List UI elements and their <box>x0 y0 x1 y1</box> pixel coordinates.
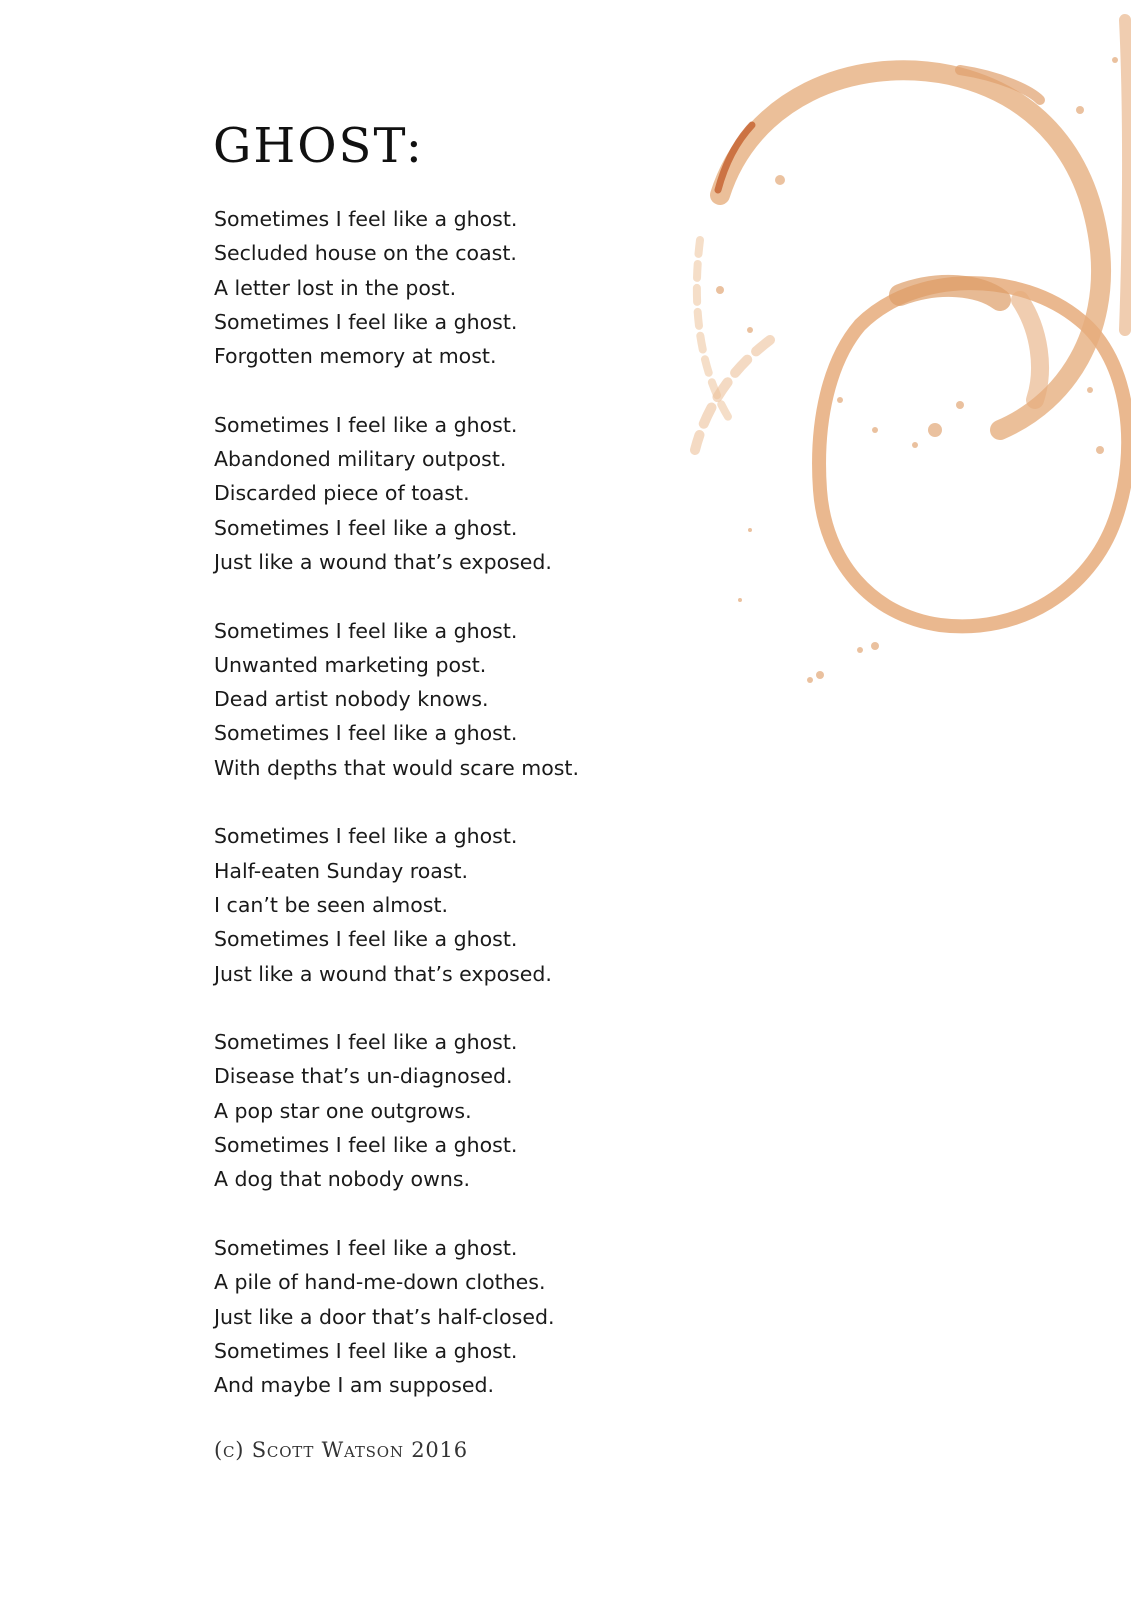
poem-line: Just like a wound that’s exposed. <box>214 961 552 986</box>
poem-line: Discarded piece of toast. <box>214 481 470 506</box>
poem-line: A letter lost in the post. <box>214 275 457 300</box>
poem-title: GHOST: <box>213 118 424 174</box>
poem-line: A pile of hand-me-down clothes. <box>214 1270 546 1295</box>
copyright-line: (c) Scott Watson 2016 <box>214 1438 468 1462</box>
poem-line: A dog that nobody owns. <box>214 1167 471 1192</box>
poem-line: Sometimes I feel like a ghost. <box>214 1338 518 1363</box>
poem-line: Sometimes I feel like a ghost. <box>214 1030 518 1055</box>
poem-stanza <box>214 614 774 785</box>
poem-line: Dead artist nobody knows. <box>214 687 489 712</box>
poem-line: Sometimes I feel like a ghost. <box>214 207 518 231</box>
poem-line: Sometimes I feel like a ghost. <box>214 927 518 952</box>
poem-line: With depths that would scare most. <box>214 755 579 780</box>
poem-line: Sometimes I feel like a ghost. <box>214 515 518 540</box>
poem-stanza <box>214 1025 774 1196</box>
poem-line: Sometimes I feel like a ghost. <box>214 1133 518 1158</box>
poem-body <box>214 202 774 1437</box>
poem-line: Sometimes I feel like a ghost. <box>214 721 518 746</box>
poem-line: And maybe I am supposed. <box>214 1373 495 1398</box>
poem-line: Abandoned military outpost. <box>214 447 507 472</box>
poem-line: Sometimes I feel like a ghost. <box>214 412 518 437</box>
poem-stanza <box>214 408 774 579</box>
poem-line: Sometimes I feel like a ghost. <box>214 824 518 849</box>
poem-stanza <box>214 819 774 990</box>
poem-line: Forgotten memory at most. <box>214 344 497 369</box>
poem-line: Secluded house on the coast. <box>214 241 517 266</box>
poem-line: Disease that’s un-diagnosed. <box>214 1064 513 1089</box>
poem-line: A pop star one outgrows. <box>214 1098 472 1123</box>
poem-line: I can’t be seen almost. <box>214 892 449 917</box>
poem-line: Just like a door that’s half-closed. <box>214 1304 555 1329</box>
poem-line: Just like a wound that’s exposed. <box>214 549 552 574</box>
poem-line: Sometimes I feel like a ghost. <box>214 618 518 643</box>
poem-stanza <box>214 1231 774 1402</box>
poem-line: Unwanted marketing post. <box>214 652 487 677</box>
poem-line: Half-eaten Sunday roast. <box>214 858 469 883</box>
poem-stanza <box>214 202 774 373</box>
poem-line: Sometimes I feel like a ghost. <box>214 309 518 334</box>
poem-line: Sometimes I feel like a ghost. <box>214 1235 518 1260</box>
